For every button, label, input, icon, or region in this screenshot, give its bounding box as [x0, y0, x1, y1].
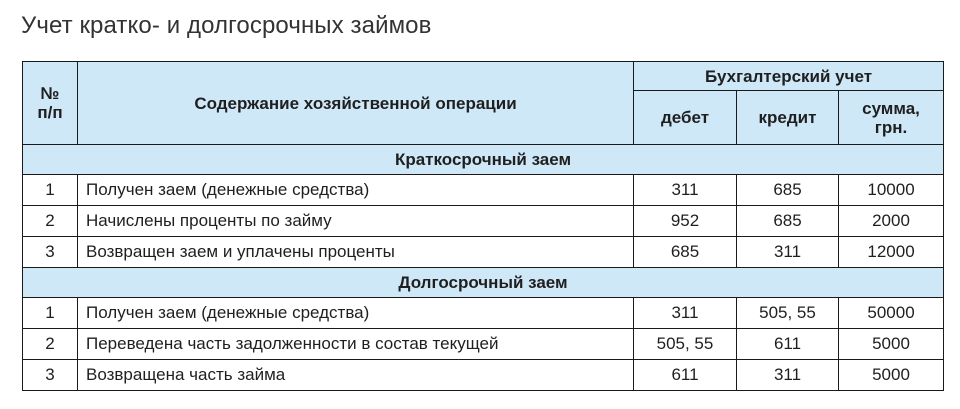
- header-content: Содержание хозяйственной операции: [78, 62, 634, 145]
- header-sum-line1: сумма,: [862, 98, 920, 118]
- table-row: [23, 237, 944, 268]
- header-debit: дебет: [634, 91, 737, 145]
- row-description: Возвращена часть займа: [78, 360, 634, 391]
- row-description: Получен заем (денежные средства): [78, 175, 634, 206]
- row-sum: 5000: [839, 360, 944, 391]
- row-num: 3: [23, 360, 78, 391]
- page-title: Учет кратко- и долгосрочных займов: [21, 12, 432, 39]
- row-sum: 10000: [839, 175, 944, 206]
- table-row: [23, 175, 944, 206]
- row-credit: 611: [737, 329, 839, 360]
- row-num: 2: [23, 329, 78, 360]
- header-num-line1: №: [40, 84, 60, 103]
- header-accounting: Бухгалтерский учет: [634, 62, 944, 91]
- table-row: [23, 329, 944, 360]
- row-sum: 12000: [839, 237, 944, 268]
- row-description: Возвращен заем и уплачены проценты: [78, 237, 634, 268]
- row-num: 3: [23, 237, 78, 268]
- header-num: [23, 62, 78, 145]
- table-row: [23, 206, 944, 237]
- row-credit: 685: [737, 206, 839, 237]
- row-description: Переведена часть задолженности в состав текущей: [78, 329, 634, 360]
- header-sum: [839, 91, 944, 145]
- row-sum: 2000: [839, 206, 944, 237]
- row-credit: 505, 55: [737, 298, 839, 329]
- row-sum: 5000: [839, 329, 944, 360]
- row-debit: 505, 55: [634, 329, 737, 360]
- row-credit: 311: [737, 237, 839, 268]
- table-row: [23, 298, 944, 329]
- section-title-long-term: Долгосрочный заем: [23, 268, 944, 298]
- row-credit: 311: [737, 360, 839, 391]
- header-credit: кредит: [737, 91, 839, 145]
- header-sum-line2: грн.: [874, 117, 908, 137]
- loans-table: [22, 61, 944, 391]
- table-row: [23, 360, 944, 391]
- section-title-short-term: Краткосрочный заем: [23, 145, 944, 175]
- row-sum: 50000: [839, 298, 944, 329]
- row-debit: 685: [634, 237, 737, 268]
- row-debit: 311: [634, 298, 737, 329]
- row-debit: 952: [634, 206, 737, 237]
- row-description: Начислены проценты по займу: [78, 206, 634, 237]
- row-debit: 311: [634, 175, 737, 206]
- row-num: 1: [23, 298, 78, 329]
- row-num: 2: [23, 206, 78, 237]
- header-num-line2: п/п: [37, 103, 63, 122]
- row-debit: 611: [634, 360, 737, 391]
- row-num: 1: [23, 175, 78, 206]
- row-description: Получен заем (денежные средства): [78, 298, 634, 329]
- row-credit: 685: [737, 175, 839, 206]
